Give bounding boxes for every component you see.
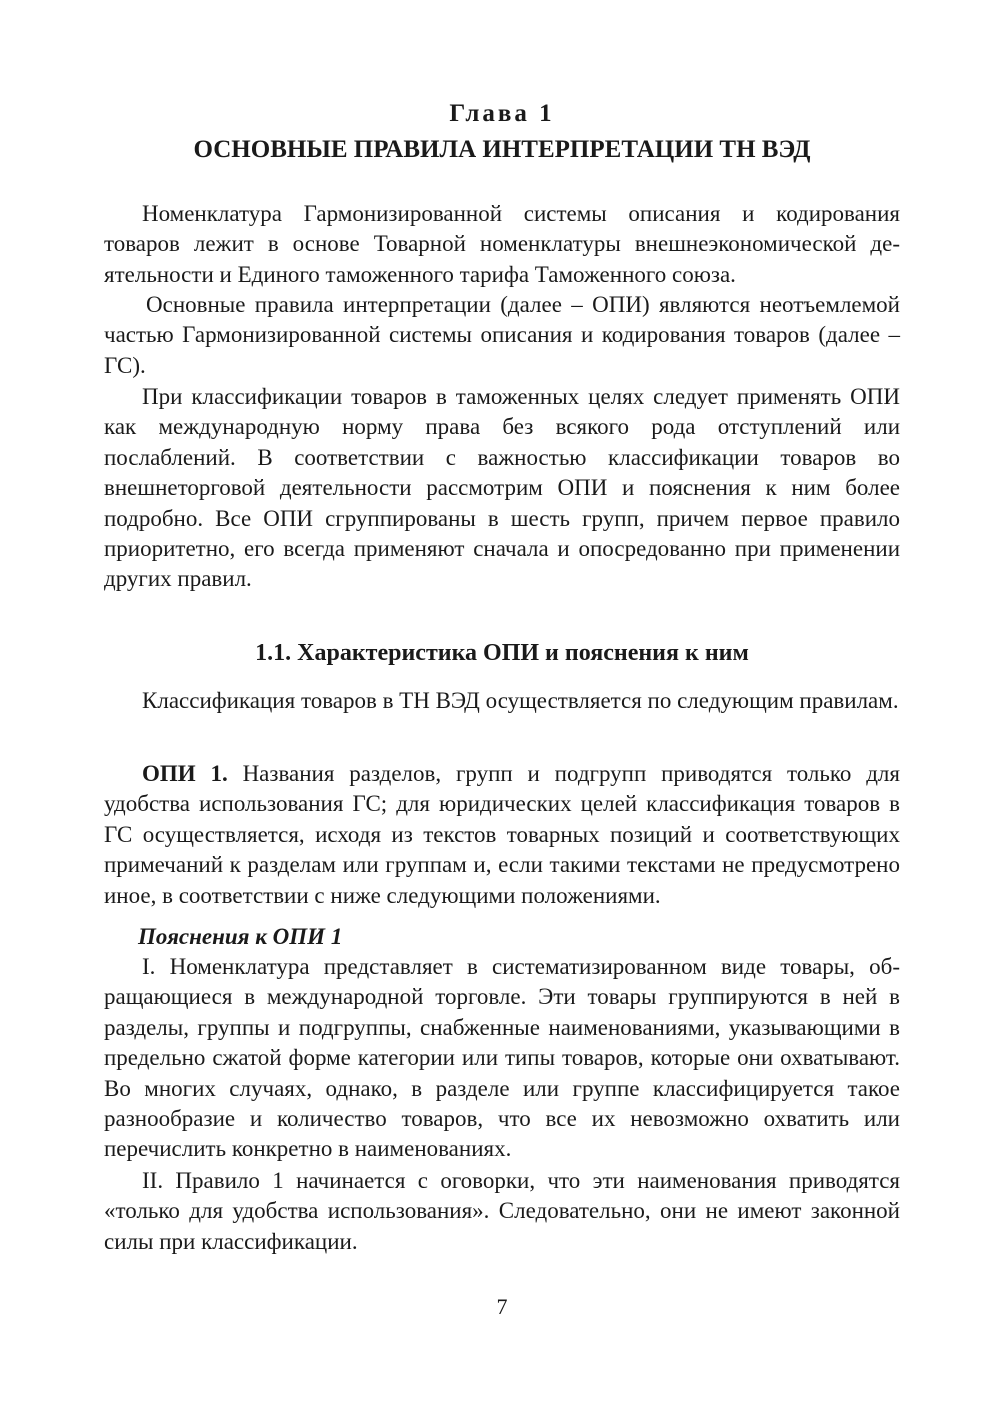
explanations-heading: Пояснения к ОПИ 1 — [138, 924, 343, 949]
intro-paragraph-2: Основные правила интерпретации (далее – ОПИ) являются неотъемлемой частью Гармонизированной системы описания и кодирования товаров (далее – ГС). — [104, 292, 900, 378]
explanation-item-1: I. Номенклатура представляет в систематизированном виде товары, обращающиеся в международной торговле. Эти товары группируются в ней в разделы, группы и подгруппы, снабженные наименованиями, указывающими в предельно сжатой форме категории или типы товаров, которые они охватывают. Во многих случаях, однако, в разделе или группе классифицируется такое разнообразие и количество товаров, что все их невозможно охватить или перечислить конкретно в наименованиях. — [104, 954, 900, 1162]
explanation-item-2: II. Правило 1 начинается с оговорки, что эти наименования приводятся «только для удобства использования». Следовательно, они не имеют законной силы при классификации. — [104, 1168, 900, 1254]
section-title: 1.1. Характеристика ОПИ и пояснения к ним — [255, 640, 749, 666]
page-number: 7 — [496, 1294, 508, 1319]
chapter-title: ОСНОВНЫЕ ПРАВИЛА ИНТЕРПРЕТАЦИИ ТН ВЭД — [193, 136, 811, 163]
intro-paragraph-3: При классификации товаров в таможенных целях следует применять ОПИ как международную норму права без всякого рода отступлений или послаблений. В соответствии с важностью классификации товаров во внешнеторговой деятельности рассмотрим ОПИ и пояснения к ним более подробно. Все ОПИ сгруппированы в шесть групп, причем первое правило приоритетно, его всегда применяют сначала и опосредованно при применении других правил. — [104, 384, 900, 592]
section-paragraph-1: Классификация товаров в ТН ВЭД осуществляется по следующим правилам. — [142, 688, 899, 713]
intro-paragraph-1: Номенклатура Гармонизированной системы описания и кодирования товаров лежит в основе Товарной номенклатуры внешнеэкономической деятельности и Единого таможенного тарифа Таможенного союза. — [104, 201, 900, 287]
rule-1-paragraph — [104, 759, 900, 911]
chapter-label: Глава 1 — [449, 100, 555, 127]
rule-1-text: Названия разделов, групп и подгрупп приводятся только для удобства использования ГС; для юридических целей классификация товаров в ГС осуществляется, исходя из текстов товарных позиций и соответствующих примечаний к разделам или группам и, если такими текстами не предусмотрено иное, в соответствии с ниже следующими положениями. — [104, 761, 900, 908]
rule-1-label: ОПИ 1. — [142, 761, 228, 786]
